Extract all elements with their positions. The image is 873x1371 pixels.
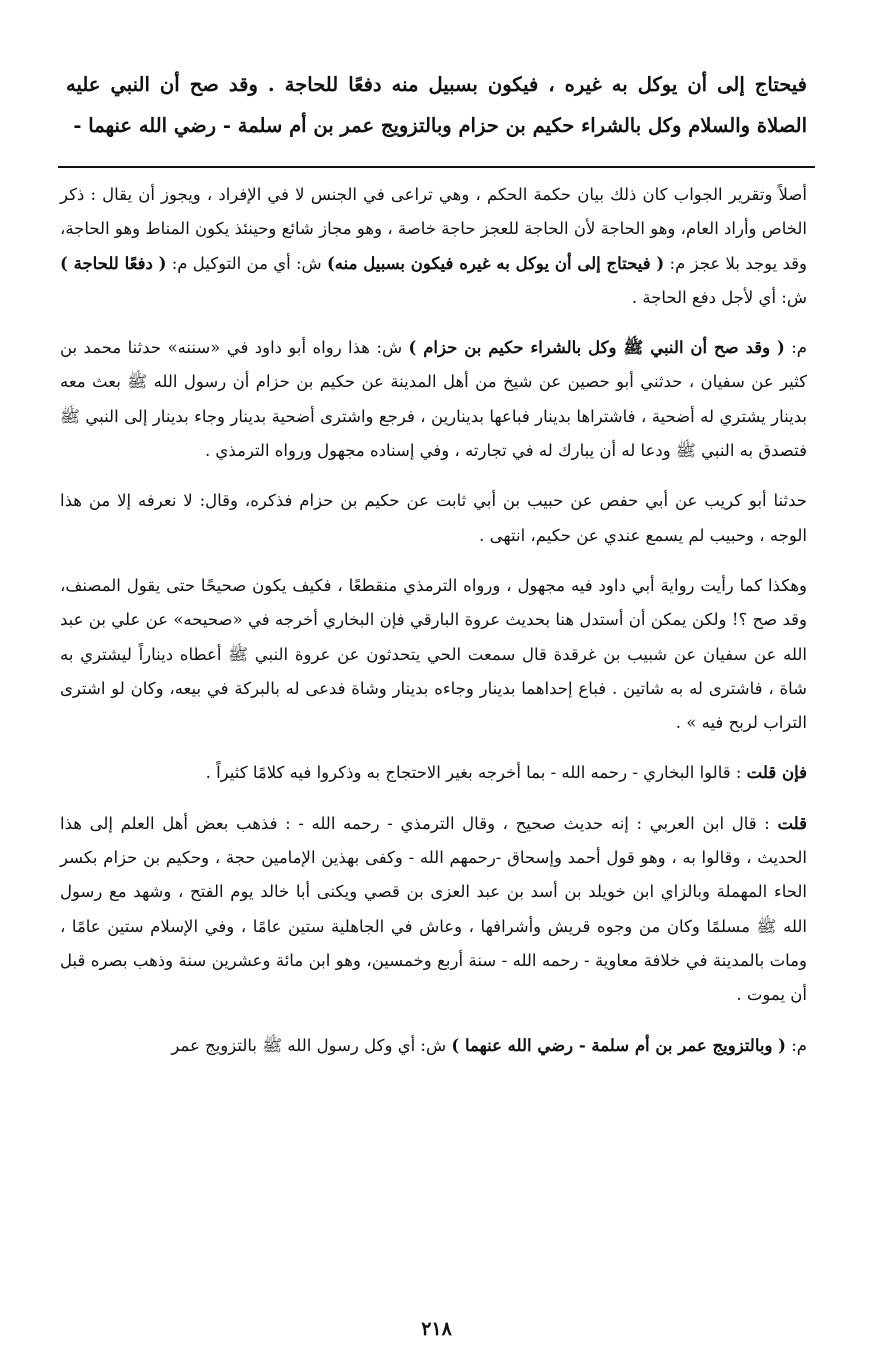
commentary-paragraph-6: قلت : قال ابن العربي : إنه حديث صحيح ، وقال الترمذي - رحمه الله - : فذهب بعض أهل العلم إلى هذا الحديث ، وقالوا به ، وهو قول أحمد وإسحاق -رحمهم الله - وكفى بهذين الإمامين حجة ، وحكيم بن حزام بكسر الحاء المهملة وبالزاي ابن خويلد بن أسد بن عبد العزى بن قصي ويكنى أبا خالد يوم الفتح ، وشهد مع رسول الله ﷺ مسلمًا وكان من وجوه قريش وأشرافها ، وعاش في الجاهلية ستين عامًا ، وفي الإسلام ستين عامًا ، ومات بالمدينة في خلافة معاوية - رحمه الله - سنة أربع وخمسين، وهو ابن مائة وعشرين سنة وذهب بصره قبل أن يموت . — [60, 813, 807, 1005]
commentary-paragraph-7: م: ( وبالتزويج عمر بن أم سلمة - رضي الله عنهما ) ش: أي وكل رسول الله ﷺ بالتزويج عمر — [171, 1035, 807, 1055]
commentary-paragraph-4: وهكذا كما رأيت رواية أبي داود فيه مجهول ، ورواه الترمذي منقطعًا ، فكيف يكون صحيحًا حتى يقول المصنف، وقد صح ؟! ولكن يمكن أن أستدل هنا بحديث عروة البارقي فإن البخاري أخرجه في «صحيحه» عن علي بن عبد الله عن سفيان عن شبيب بن غرقدة قال سمعت الحي يتحدثون عن عروة النبي ﷺ أعطاه ديناراً ليشتري به شاة ، فاشترى له به شاتين . فباع إحداهما بدينار وجاءه بدينار وشاة فدعى له بالبركة في بيعه، وكان لو اشترى التراب لربح فيه » . — [60, 575, 807, 733]
page-number: ٢١٨ — [421, 1318, 452, 1340]
matn-text: فيحتاج إلى أن يوكل به غيره ، فيكون بسبيل منه دفعًا للحاجة . وقد صح أن النبي عليه الصلاة والسلام وكل بالشراء حكيم بن حزام وبالتزويج عمر بن أم سلمة - رضي الله عنهما - — [66, 73, 807, 137]
commentary-paragraph-2: م: ( وقد صح أن النبي ﷺ وكل بالشراء حكيم بن حزام ) ش: هذا رواه أبو داود في «سننه» حدثنا محمد بن كثير عن سفيان ، حدثني أبو حصين عن شيخ من أهل المدينة عن حكيم بن حزام أن رسول الله ﷺ بعث معه بدينار يشتري له أضحية ، فاشتراها بدينار فباعها بدينارين ، فرجع واشترى أضحية بدينار وجاء بدينار إلى النبي ﷺ فتصدق به النبي ﷺ ودعا له أن يبارك له في تجارته ، وفي إسناده مجهول ورواه الترمذي . — [60, 338, 807, 461]
commentary-paragraph-5: فإن قلت : قالوا البخاري - رحمه الله - بما أخرجه بغير الاحتجاج به وذكروا فيه كلامًا كثيراً . — [205, 763, 807, 783]
commentary — [60, 178, 807, 1079]
separator-line — [58, 166, 815, 168]
commentary-paragraph-1: أصلاً وتقرير الجواب كان ذلك بيان حكمة الحكم ، وهي تراعى في الجنس لا في الإفراد ، ويجوز أن يقال : ذكر الخاص وأراد العام، وهو الحاجة لأن الحاجة للعجز حاجة خاصة ، وهو مجاز شائع وحينئذ يكون المناط وهو الحاجة، وقد يوجد بلا عجز م: ( فيحتاج إلى أن يوكل به غيره فيكون بسبيل منه) ش: أي من التوكيل م: ( دفعًا للحاجة ) ش: أي لأجل دفع الحاجة . — [60, 185, 807, 307]
commentary-paragraph-3: حدثنا أبو كريب عن أبي حفص عن حبيب بن أبي ثابت عن حكيم بن حزام فذكره، وقال: لا نعرفه إلا من هذا الوجه ، وحبيب لم يسمع عندي عن حكيم، انتهى . — [60, 491, 807, 545]
